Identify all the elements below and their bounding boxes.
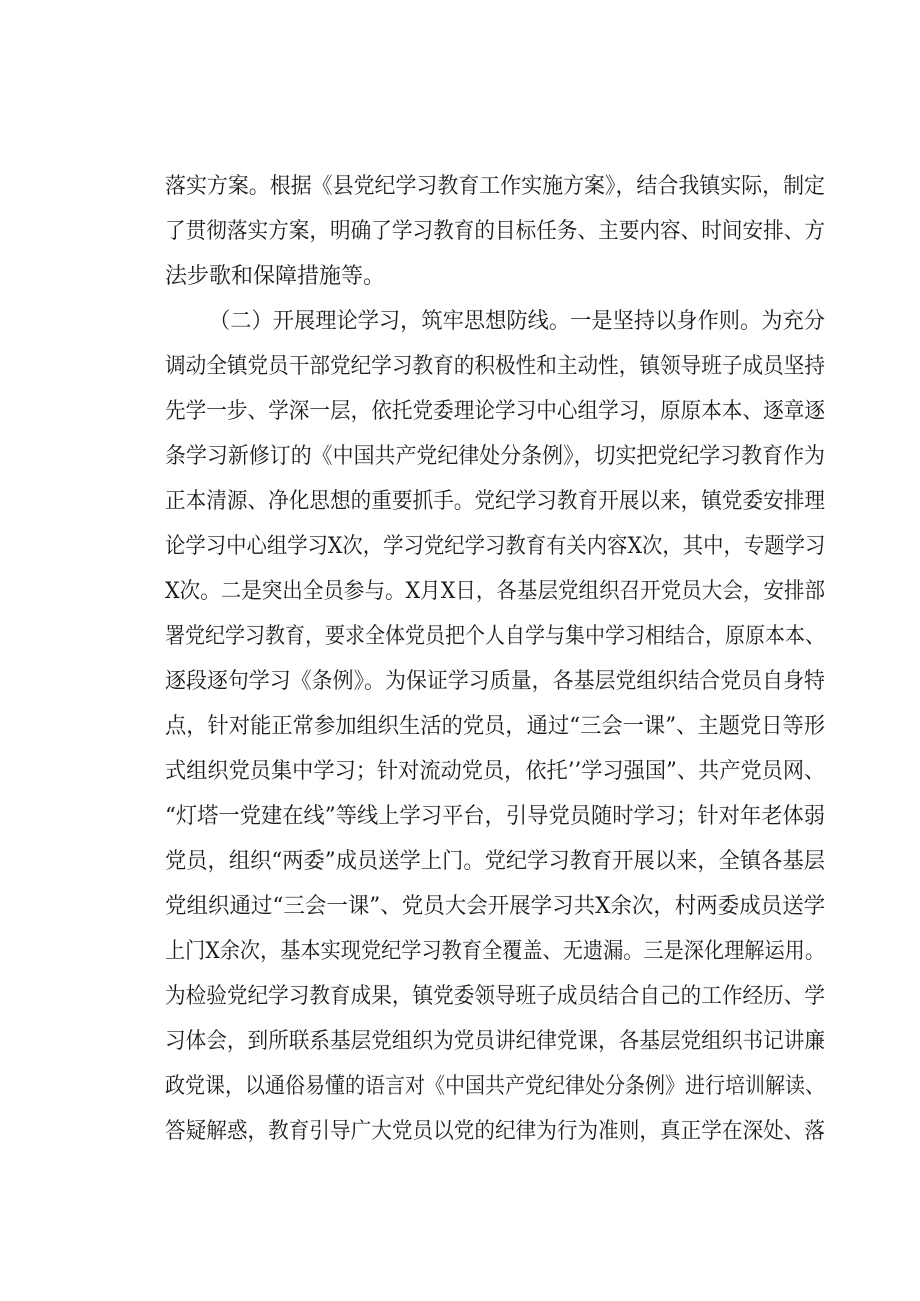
text-line: 正本清源、净化思想的重要抓手。党纪学习教育开展以来，镇党委安排理 (165, 489, 826, 514)
text-line: 党员，组织“两委”成员送学上门。党纪学习教育开展以来，全镇各基层 (165, 849, 825, 874)
section-heading-line: （二）开展理论学习，筑牢思想防线。一是坚持以身作则。为充分 (209, 309, 826, 334)
text-line: 党组织通过“三会一课”、党员大会开展学习共X余次，村两委成员送学 (165, 894, 826, 919)
text-line: 了贯彻落实方案，明确了学习教育的目标任务、主要内容、时间安排、方 (165, 219, 826, 244)
text-line: 为检验党纪学习教育成果，镇党委领导班子成员结合自己的工作经历、学 (165, 984, 826, 1009)
text-line: 先学一步、学深一层，依托党委理论学习中心组学习，原原本本、逐章逐 (165, 399, 826, 424)
text-line: 法步歌和保障措施等。 (165, 264, 386, 289)
text-line: “灯塔一党建在线”等线上学习平台，引导党员随时学习；针对年老体弱 (165, 804, 825, 829)
text-line: 政党课，以通俗易懂的语言对《中国共产党纪律处分条例》进行培训解读、 (165, 1074, 826, 1099)
text-line: 式组织党员集中学习；针对流动党员，依托’’学习强国”、共产党员网、 (165, 759, 826, 784)
text-line: 习体会，到所联系基层党组织为党员讲纪律党课，各基层党组织书记讲廉 (165, 1029, 826, 1054)
text-line: 条学习新修订的《中国共产党纪律处分条例》，切实把党纪学习教育作为 (165, 444, 826, 469)
text-line: 署党纪学习教育，要求全体党员把个人自学与集中学习相结合，原原本本、 (165, 624, 826, 649)
text-line: X次。二是突出全员参与。X月X日，各基层党组织召开党员大会，安排部 (165, 579, 825, 604)
text-line: 落实方案。根据《县党纪学习教育工作实施方案》，结合我镇实际，制定 (165, 174, 826, 199)
text-line: 论学习中心组学习X次，学习党纪学习教育有关内容X次，其中，专题学习 (165, 534, 826, 559)
text-line: 点，针对能正常参加组织生活的党员，通过“三会一课”、主题党日等形 (165, 714, 825, 739)
text-line: 调动全镇党员干部党纪学习教育的积极性和主动性，镇领导班子成员坚持 (165, 354, 826, 379)
text-line: 逐段逐句学习《条例》。为保证学习质量，各基层党组织结合党员自身特 (165, 669, 826, 694)
text-line: 上门X余次，基本实现党纪学习教育全覆盖、无遗漏。三是深化理解运用。 (165, 939, 825, 964)
text-line: 答疑解惑，教育引导广大党员以党的纪律为行为准则，真正学在深处、落 (165, 1119, 826, 1144)
